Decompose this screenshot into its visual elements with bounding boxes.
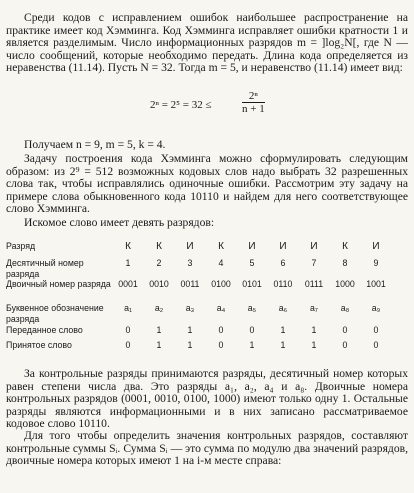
table-cell: 1 <box>280 325 286 335</box>
formula-denominator: n + 1 <box>242 103 265 115</box>
formula-fraction <box>242 90 265 115</box>
table-cell: 1 <box>187 325 193 335</box>
table-cell: 1001 <box>366 279 386 289</box>
table-cell: 7 <box>311 258 317 268</box>
formula-numerator: 2ⁿ <box>242 90 265 103</box>
inequality-formula <box>150 90 290 120</box>
table-cell: 3 <box>187 258 193 268</box>
table-cell: И <box>310 241 318 252</box>
control-digits-paragraph: За контрольные разряды принимаются разряды, десятичный номер которых равен степени числа два. Это разряды a₁, a₂, a₄ и a₈. Двоичные номера контрольных разрядов (0001, 0010, 0100, 1000) имеют только одну 1. Остальные разряды являются информационными и в них записано рассматриваемое кодовое слово 10110. <box>6 367 408 431</box>
table-cell: 4 <box>218 258 224 268</box>
row-label: Двоичный номер разряда <box>6 279 111 289</box>
table-cell: 0 <box>342 340 348 350</box>
table-cell: 0011 <box>180 279 200 289</box>
table-cell: 0 <box>342 325 348 335</box>
table-cell: 0101 <box>242 279 262 289</box>
row-label: Переданное слово <box>6 325 83 335</box>
table-cell: И <box>372 241 380 252</box>
table-cell: 1 <box>311 340 317 350</box>
table-cell: 0 <box>373 325 379 335</box>
table-cell: 0 <box>125 340 131 350</box>
table-cell: 1 <box>187 340 193 350</box>
table-cell: 1 <box>125 258 131 268</box>
table-cell: 0100 <box>211 279 231 289</box>
table-cell: 1 <box>249 340 255 350</box>
table-cell: 0110 <box>273 279 293 289</box>
table-cell: К <box>218 241 224 252</box>
table-cell: a₈ <box>340 303 350 313</box>
table-cell: И <box>186 241 194 252</box>
table-cell: 5 <box>249 258 255 268</box>
table-cell: a₇ <box>310 303 318 313</box>
table-cell: И <box>279 241 287 252</box>
table-cell: 0 <box>373 340 379 350</box>
table-cell: a₆ <box>278 303 288 313</box>
table-cell: 0 <box>125 325 131 335</box>
table-cell: a₂ <box>154 303 164 313</box>
table-cell: И <box>248 241 256 252</box>
row-label: Разряд <box>6 241 36 251</box>
table-cell: 1 <box>156 340 162 350</box>
word-digits-line: Искомое слово имеет девять разрядов: <box>24 216 215 229</box>
row-label: Буквенное обозначение разряда <box>6 303 104 324</box>
table-cell: a₃ <box>185 303 195 313</box>
table-cell: 0 <box>249 325 255 335</box>
row-label: Десятичный номер разряда <box>6 258 84 279</box>
table-cell: a₁ <box>124 303 132 313</box>
table-cell: К <box>125 241 131 252</box>
table-cell: 1 <box>156 325 162 335</box>
table-cell: 0001 <box>118 279 138 289</box>
table-cell: a₉ <box>371 303 381 313</box>
checksum-paragraph: Для того чтобы определить значения контрольных разрядов, составляют контрольные суммы Sᵢ. Сумма Sᵢ — это сумма по модулю два значений разрядов, двоичные номера которых имеют 1 на i-м месте справа: <box>6 429 408 468</box>
table-cell: 0 <box>218 325 224 335</box>
task-paragraph: Задачу построения кода Хэмминга можно сформулировать следующим образом: из 2⁹ = 512 возможных кодовых слов надо выбрать 32 разрешенных слова так, чтобы исправлялись одиночные ошибки. Рассмотрим эту задачу на примере слова обыкновенного кода 10110 и найдем для него соответствующее слово Хэмминга. <box>6 152 408 216</box>
table-cell: 2 <box>156 258 162 268</box>
table-cell: 6 <box>280 258 286 268</box>
table-cell: a₄ <box>216 303 226 313</box>
table-cell: 0111 <box>304 279 324 289</box>
row-label: Принятое слово <box>6 340 72 350</box>
table-cell: 0010 <box>149 279 169 289</box>
table-cell: К <box>342 241 348 252</box>
table-cell: 1000 <box>335 279 355 289</box>
intro-paragraph: Среди кодов с исправлением ошибок наибольшее распространение на практике имеет код Хэмминга. Код Хэмминга исправляет ошибки кратности 1 и является разделимым. Число информационных разрядов m = ]log₂N[, где N — число сообщений, которые необходимо передать. Длина кода определяется из неравенства (11.14). Пусть N = 32. Тогда m = 5, и неравенство (11.14) имеет вид: <box>6 11 408 75</box>
table-cell: 8 <box>342 258 348 268</box>
table-cell: 0 <box>218 340 224 350</box>
table-cell: 1 <box>311 325 317 335</box>
table-cell: 1 <box>280 340 286 350</box>
table-cell: 9 <box>373 258 379 268</box>
table-cell: a₅ <box>247 303 257 313</box>
formula-left: 2ⁿ = 2⁵ = 32 ≤ <box>150 99 212 111</box>
table-cell: К <box>156 241 162 252</box>
result-line: Получаем n = 9, m = 5, k = 4. <box>24 138 166 151</box>
